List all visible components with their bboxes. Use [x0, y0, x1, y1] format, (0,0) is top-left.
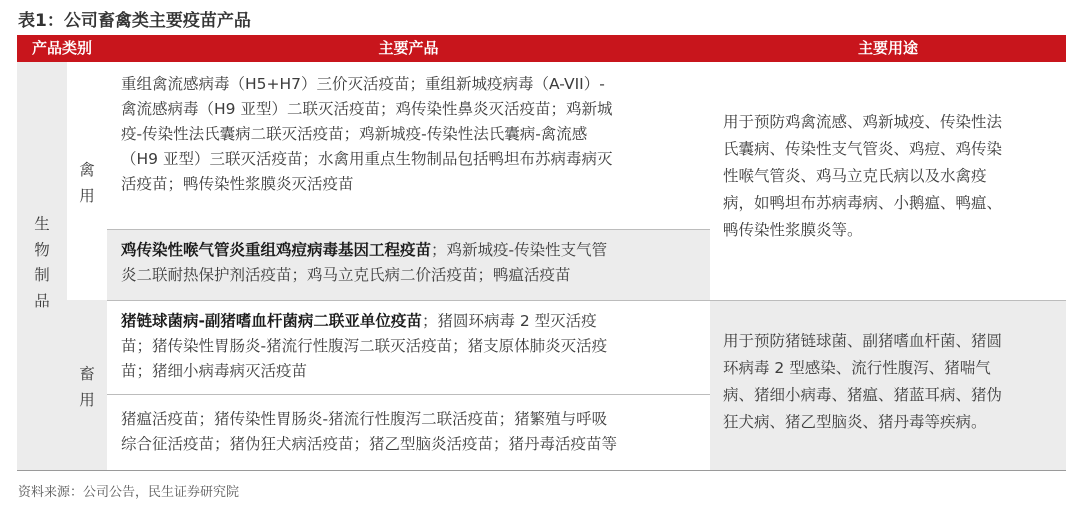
- product-line: 炎二联耐热保护剂活疫苗；鸡马立克氏病二价活疫苗；鸭瘟活疫苗: [121, 266, 571, 284]
- row-divider: [107, 394, 710, 395]
- category-char: 品: [34, 291, 50, 310]
- usage-line: 鸭传染性浆膜炎等。: [723, 221, 863, 239]
- highlight-product: 猪链球菌病-副猪嗜血杆菌病二联亚单位疫苗: [121, 312, 422, 330]
- row-divider: [107, 300, 1066, 301]
- poultry-label-char: 用: [79, 186, 95, 205]
- table-bottom-border: [17, 470, 1066, 471]
- product-line: 禽流感病毒（H9 亚型）二联灭活疫苗；鸡传染性鼻炎灭活疫苗；鸡新城: [121, 100, 613, 118]
- product-line: 活疫苗；鸭传染性浆膜炎灭活疫苗: [121, 175, 354, 193]
- table-title: 表1：公司畜禽类主要疫苗产品: [18, 11, 251, 31]
- product-line: [121, 309, 607, 334]
- product-text: ；猪圆环病毒 2 型灭活疫: [421, 312, 597, 330]
- livestock-label-char: 用: [79, 390, 95, 409]
- livestock-products-b: [121, 407, 617, 457]
- category-char: 物: [34, 240, 50, 259]
- usage-line: 性喉气管炎、鸡马立克氏病以及水禽疫: [723, 167, 987, 185]
- header-products: 主要产品: [107, 35, 710, 62]
- product-line: 疫-传染性法氏囊病二联灭活疫苗；鸡新城疫-传染性法氏囊病-禽流感: [121, 125, 588, 143]
- product-line: 综合征活疫苗；猪伪狂犬病活疫苗；猪乙型脑炎活疫苗；猪丹毒活疫苗等: [121, 435, 618, 453]
- product-line: [121, 238, 607, 263]
- product-line: （H9 亚型）三联灭活疫苗；水禽用重点生物制品包括鸭坦布苏病毒病灭: [121, 150, 613, 168]
- livestock-usage: [723, 328, 1002, 436]
- product-line: 猪瘟活疫苗；猪传染性胃肠炎-猪流行性腹泻二联活疫苗；猪繁殖与呼吸: [121, 410, 608, 428]
- usage-line: 环病毒 2 型感染、流行性腹泻、猪喘气: [723, 359, 991, 377]
- usage-line: 病、猪细小病毒、猪瘟、猪蓝耳病、猪伪: [723, 386, 1003, 404]
- usage-line: 用于预防猪链球菌、副猪嗜血杆菌、猪圆: [723, 332, 1003, 350]
- category-char: 制: [34, 266, 50, 284]
- poultry-label: [67, 158, 107, 209]
- usage-line: 病，如鸭坦布苏病毒病、小鹅瘟、鸭瘟、: [723, 194, 1003, 212]
- poultry-usage: [723, 109, 1002, 244]
- usage-line: 用于预防鸡禽流感、鸡新城疫、传染性法: [723, 113, 1003, 131]
- livestock-products-a: [121, 309, 607, 384]
- poultry-label-char: 禽: [79, 161, 95, 179]
- livestock-label: [67, 362, 107, 413]
- product-line: 苗；猪传染性胃肠炎-猪流行性腹泻二联灭活疫苗；猪支原体肺炎灭活疫: [121, 337, 608, 355]
- category-char: 生: [34, 215, 50, 233]
- usage-line: 狂犬病、猪乙型脑炎、猪丹毒等疾病。: [723, 413, 987, 431]
- poultry-products-a: [121, 72, 612, 197]
- highlight-product: 鸡传染性喉气管炎重组鸡痘病毒基因工程疫苗: [121, 241, 432, 259]
- product-line: 苗；猪细小病毒病灭活疫苗: [121, 362, 308, 380]
- header-usage: 主要用途: [710, 35, 1066, 62]
- poultry-products-b: [121, 238, 607, 288]
- usage-line: 氏囊病、传染性支气管炎、鸡痘、鸡传染: [723, 140, 1003, 158]
- livestock-label-char: 畜: [79, 365, 95, 383]
- category-main-label: [17, 212, 67, 314]
- product-text: ；鸡新城疫-传染性支气管: [431, 241, 608, 259]
- header-category: 产品类别: [17, 35, 107, 62]
- row-divider: [107, 229, 710, 230]
- source-note: 资料来源：公司公告，民生证券研究院: [18, 485, 240, 500]
- product-line: 重组禽流感病毒（H5+H7）三价灭活疫苗；重组新城疫病毒（A-VII）-: [121, 75, 605, 93]
